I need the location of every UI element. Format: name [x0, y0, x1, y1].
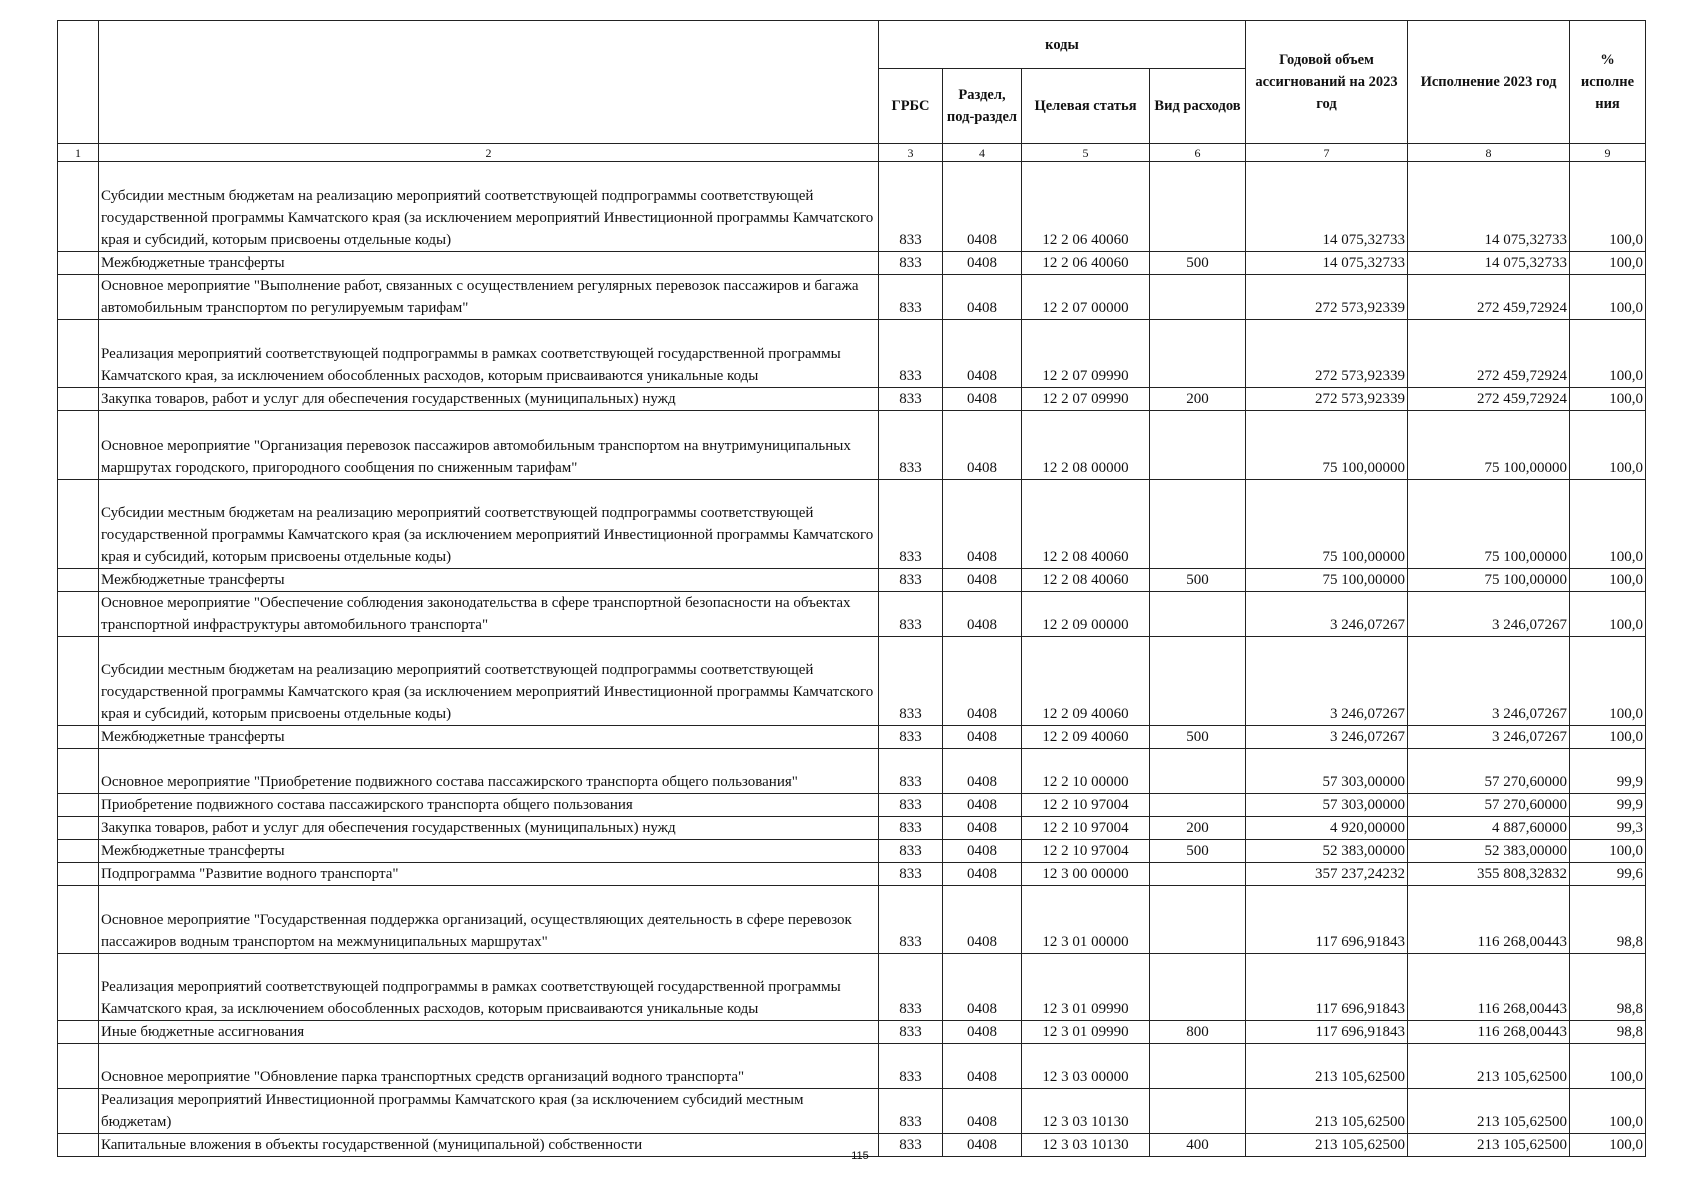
row-grbs: 833	[879, 411, 943, 480]
header-grbs: ГРБС	[879, 69, 943, 144]
row-grbs: 833	[879, 252, 943, 275]
row-grbs: 833	[879, 320, 943, 388]
row-annual: 14 075,32733	[1246, 252, 1408, 275]
row-number	[58, 637, 99, 726]
row-percent: 100,0	[1570, 162, 1646, 252]
row-execution: 14 075,32733	[1408, 162, 1570, 252]
table-row	[58, 162, 1646, 252]
col-number: 2	[99, 144, 879, 162]
row-execution: 3 246,07267	[1408, 637, 1570, 726]
row-razdel: 0408	[943, 275, 1022, 320]
col-number: 4	[943, 144, 1022, 162]
row-target: 12 3 01 00000	[1022, 886, 1150, 954]
header-blank-1	[58, 21, 99, 144]
row-razdel: 0408	[943, 637, 1022, 726]
row-target: 12 3 00 00000	[1022, 863, 1150, 886]
row-name: Субсидии местным бюджетам на реализацию мероприятий соответствующей подпрограммы соответствующей государственной программы Камчатского края (за исключением мероприятий Инвестиционной программы Камчатского края и субсидий, которым присвоены отдельные коды)	[99, 162, 879, 252]
row-number	[58, 749, 99, 794]
row-annual: 3 246,07267	[1246, 637, 1408, 726]
row-number	[58, 863, 99, 886]
table-row	[58, 794, 1646, 817]
row-execution: 75 100,00000	[1408, 569, 1570, 592]
col-number: 5	[1022, 144, 1150, 162]
row-number	[58, 320, 99, 388]
row-target: 12 2 07 00000	[1022, 275, 1150, 320]
row-annual: 57 303,00000	[1246, 749, 1408, 794]
row-name: Основное мероприятие "Организация перевозок пассажиров автомобильным транспортом на внутримуниципальных маршрутах городского, пригородного сообщения по сниженным тарифам"	[99, 411, 879, 480]
row-target: 12 2 09 40060	[1022, 637, 1150, 726]
header-execution: Исполнение 2023 год	[1408, 21, 1570, 144]
row-target: 12 2 08 00000	[1022, 411, 1150, 480]
table-row	[58, 840, 1646, 863]
row-razdel: 0408	[943, 320, 1022, 388]
row-execution: 57 270,60000	[1408, 794, 1570, 817]
table-row	[58, 817, 1646, 840]
row-razdel: 0408	[943, 411, 1022, 480]
row-grbs: 833	[879, 1089, 943, 1134]
row-vid	[1150, 320, 1246, 388]
row-annual: 75 100,00000	[1246, 411, 1408, 480]
row-grbs: 833	[879, 1044, 943, 1089]
table-row	[58, 863, 1646, 886]
row-number	[58, 954, 99, 1021]
row-execution: 116 268,00443	[1408, 954, 1570, 1021]
row-annual: 117 696,91843	[1246, 954, 1408, 1021]
row-vid: 200	[1150, 817, 1246, 840]
row-target: 12 2 10 97004	[1022, 840, 1150, 863]
row-name: Субсидии местным бюджетам на реализацию мероприятий соответствующей подпрограммы соответствующей государственной программы Камчатского края (за исключением мероприятий Инвестиционной программы Камчатского края и субсидий, которым присвоены отдельные коды)	[99, 637, 879, 726]
row-target: 12 3 03 10130	[1022, 1089, 1150, 1134]
header-annual: Годовой объем ассигнований на 2023 год	[1246, 21, 1408, 144]
row-execution: 213 105,62500	[1408, 1044, 1570, 1089]
row-annual: 57 303,00000	[1246, 794, 1408, 817]
row-execution: 272 459,72924	[1408, 320, 1570, 388]
row-name: Межбюджетные трансферты	[99, 840, 879, 863]
col-number: 6	[1150, 144, 1246, 162]
row-razdel: 0408	[943, 1089, 1022, 1134]
row-number	[58, 726, 99, 749]
table-row	[58, 252, 1646, 275]
row-percent: 99,3	[1570, 817, 1646, 840]
row-number	[58, 569, 99, 592]
row-number	[58, 1021, 99, 1044]
row-name: Подпрограмма "Развитие водного транспорта"	[99, 863, 879, 886]
row-execution: 52 383,00000	[1408, 840, 1570, 863]
row-execution: 213 105,62500	[1408, 1089, 1570, 1134]
column-number-row	[58, 144, 1646, 162]
header-target: Целевая статья	[1022, 69, 1150, 144]
row-annual: 213 105,62500	[1246, 1134, 1408, 1157]
row-grbs: 833	[879, 817, 943, 840]
row-vid	[1150, 749, 1246, 794]
row-execution: 14 075,32733	[1408, 252, 1570, 275]
row-number	[58, 840, 99, 863]
row-target: 12 2 07 09990	[1022, 388, 1150, 411]
page-number: 115	[851, 1150, 869, 1162]
row-razdel: 0408	[943, 1134, 1022, 1157]
table-row	[58, 320, 1646, 388]
row-annual: 4 920,00000	[1246, 817, 1408, 840]
row-vid	[1150, 480, 1246, 569]
row-razdel: 0408	[943, 480, 1022, 569]
row-name: Капитальные вложения в объекты государственной (муниципальной) собственности	[99, 1134, 879, 1157]
row-razdel: 0408	[943, 886, 1022, 954]
row-target: 12 2 08 40060	[1022, 480, 1150, 569]
row-annual: 75 100,00000	[1246, 480, 1408, 569]
row-annual: 3 246,07267	[1246, 726, 1408, 749]
row-grbs: 833	[879, 480, 943, 569]
row-grbs: 833	[879, 592, 943, 637]
row-vid	[1150, 637, 1246, 726]
row-vid	[1150, 275, 1246, 320]
row-percent: 100,0	[1570, 480, 1646, 569]
header-percent: % исполне ния	[1570, 21, 1646, 144]
row-grbs: 833	[879, 1021, 943, 1044]
row-razdel: 0408	[943, 252, 1022, 275]
row-target: 12 2 07 09990	[1022, 320, 1150, 388]
table-row	[58, 388, 1646, 411]
row-percent: 100,0	[1570, 1044, 1646, 1089]
row-execution: 57 270,60000	[1408, 749, 1570, 794]
row-target: 12 3 01 09990	[1022, 954, 1150, 1021]
row-target: 12 3 01 09990	[1022, 1021, 1150, 1044]
header-blank-2	[99, 21, 879, 144]
col-number: 8	[1408, 144, 1570, 162]
row-vid: 500	[1150, 726, 1246, 749]
row-number	[58, 480, 99, 569]
row-number	[58, 1089, 99, 1134]
row-annual: 272 573,92339	[1246, 320, 1408, 388]
row-execution: 3 246,07267	[1408, 592, 1570, 637]
row-grbs: 833	[879, 726, 943, 749]
row-annual: 213 105,62500	[1246, 1089, 1408, 1134]
row-name: Основное мероприятие "Государственная поддержка организаций, осуществляющих деятельность в сфере перевозок пассажиров водным транспортом на межмуниципальных маршрутах"	[99, 886, 879, 954]
row-name: Основное мероприятие "Приобретение подвижного состава пассажирского транспорта общего пользования"	[99, 749, 879, 794]
row-percent: 99,6	[1570, 863, 1646, 886]
table-row	[58, 1044, 1646, 1089]
row-number	[58, 592, 99, 637]
row-name: Приобретение подвижного состава пассажирского транспорта общего пользования	[99, 794, 879, 817]
row-razdel: 0408	[943, 794, 1022, 817]
row-razdel: 0408	[943, 162, 1022, 252]
row-percent: 100,0	[1570, 388, 1646, 411]
row-execution: 213 105,62500	[1408, 1134, 1570, 1157]
row-vid: 500	[1150, 569, 1246, 592]
table-row	[58, 275, 1646, 320]
row-target: 12 2 10 97004	[1022, 794, 1150, 817]
row-target: 12 2 09 40060	[1022, 726, 1150, 749]
row-grbs: 833	[879, 388, 943, 411]
row-vid: 500	[1150, 840, 1246, 863]
row-vid	[1150, 411, 1246, 480]
row-annual: 272 573,92339	[1246, 388, 1408, 411]
row-razdel: 0408	[943, 817, 1022, 840]
row-execution: 4 887,60000	[1408, 817, 1570, 840]
row-razdel: 0408	[943, 1044, 1022, 1089]
row-name: Закупка товаров, работ и услуг для обеспечения государственных (муниципальных) нужд	[99, 388, 879, 411]
table-row	[58, 480, 1646, 569]
row-grbs: 833	[879, 863, 943, 886]
row-percent: 100,0	[1570, 1089, 1646, 1134]
row-grbs: 833	[879, 840, 943, 863]
col-number: 7	[1246, 144, 1408, 162]
row-execution: 116 268,00443	[1408, 1021, 1570, 1044]
row-annual: 213 105,62500	[1246, 1044, 1408, 1089]
row-grbs: 833	[879, 275, 943, 320]
row-vid: 800	[1150, 1021, 1246, 1044]
row-vid	[1150, 886, 1246, 954]
row-vid	[1150, 162, 1246, 252]
row-percent: 100,0	[1570, 320, 1646, 388]
row-number	[58, 817, 99, 840]
row-name: Основное мероприятие "Выполнение работ, связанных с осуществлением регулярных перевозок пассажиров и багажа автомобильным транспортом по регулируемым тарифам"	[99, 275, 879, 320]
row-name: Реализация мероприятий соответствующей подпрограммы в рамках соответствующей государственной программы Камчатского края, за исключением обособленных расходов, которым присваиваются уникальные коды	[99, 320, 879, 388]
row-grbs: 833	[879, 886, 943, 954]
row-number	[58, 1044, 99, 1089]
row-razdel: 0408	[943, 840, 1022, 863]
row-execution: 75 100,00000	[1408, 411, 1570, 480]
row-vid	[1150, 863, 1246, 886]
row-grbs: 833	[879, 637, 943, 726]
row-annual: 14 075,32733	[1246, 162, 1408, 252]
row-razdel: 0408	[943, 569, 1022, 592]
row-target: 12 2 10 00000	[1022, 749, 1150, 794]
row-razdel: 0408	[943, 388, 1022, 411]
row-execution: 3 246,07267	[1408, 726, 1570, 749]
row-percent: 99,9	[1570, 794, 1646, 817]
row-number	[58, 162, 99, 252]
row-vid: 500	[1150, 252, 1246, 275]
row-target: 12 2 09 00000	[1022, 592, 1150, 637]
row-name: Межбюджетные трансферты	[99, 726, 879, 749]
row-annual: 117 696,91843	[1246, 1021, 1408, 1044]
row-percent: 100,0	[1570, 637, 1646, 726]
row-name: Реализация мероприятий Инвестиционной программы Камчатского края (за исключением субсидий местным бюджетам)	[99, 1089, 879, 1134]
table-row	[58, 1089, 1646, 1134]
row-vid: 200	[1150, 388, 1246, 411]
row-vid	[1150, 954, 1246, 1021]
row-execution: 355 808,32832	[1408, 863, 1570, 886]
table-row	[58, 411, 1646, 480]
row-percent: 100,0	[1570, 411, 1646, 480]
row-razdel: 0408	[943, 1021, 1022, 1044]
row-number	[58, 388, 99, 411]
row-percent: 100,0	[1570, 252, 1646, 275]
row-execution: 116 268,00443	[1408, 886, 1570, 954]
header-razdel: Раздел, под-раздел	[943, 69, 1022, 144]
row-vid	[1150, 794, 1246, 817]
table-row	[58, 637, 1646, 726]
row-target: 12 2 08 40060	[1022, 569, 1150, 592]
row-execution: 75 100,00000	[1408, 480, 1570, 569]
row-grbs: 833	[879, 794, 943, 817]
row-annual: 3 246,07267	[1246, 592, 1408, 637]
row-target: 12 2 10 97004	[1022, 817, 1150, 840]
row-number	[58, 794, 99, 817]
row-percent: 99,9	[1570, 749, 1646, 794]
col-number: 9	[1570, 144, 1646, 162]
row-name: Субсидии местным бюджетам на реализацию мероприятий соответствующей подпрограммы соответствующей государственной программы Камчатского края (за исключением мероприятий Инвестиционной программы Камчатского края и субсидий, которым присвоены отдельные коды)	[99, 480, 879, 569]
row-name: Реализация мероприятий соответствующей подпрограммы в рамках соответствующей государственной программы Камчатского края, за исключением обособленных расходов, которым присваиваются уникальные коды	[99, 954, 879, 1021]
col-number: 3	[879, 144, 943, 162]
row-name: Основное мероприятие "Обеспечение соблюдения законодательства в сфере транспортной безопасности на объектах транспортной инфраструктуры автомобильного транспорта"	[99, 592, 879, 637]
budget-execution-table	[57, 20, 1646, 1157]
header-codes: коды	[879, 21, 1246, 69]
row-vid	[1150, 1089, 1246, 1134]
row-percent: 98,8	[1570, 954, 1646, 1021]
row-percent: 100,0	[1570, 592, 1646, 637]
row-name: Закупка товаров, работ и услуг для обеспечения государственных (муниципальных) нужд	[99, 817, 879, 840]
row-annual: 272 573,92339	[1246, 275, 1408, 320]
row-number	[58, 252, 99, 275]
row-vid	[1150, 592, 1246, 637]
table-row	[58, 954, 1646, 1021]
row-percent: 100,0	[1570, 1134, 1646, 1157]
row-execution: 272 459,72924	[1408, 388, 1570, 411]
row-number	[58, 411, 99, 480]
table-row	[58, 592, 1646, 637]
row-target: 12 2 06 40060	[1022, 162, 1150, 252]
col-number: 1	[58, 144, 99, 162]
table-row	[58, 726, 1646, 749]
row-target: 12 3 03 00000	[1022, 1044, 1150, 1089]
row-target: 12 2 06 40060	[1022, 252, 1150, 275]
table-row	[58, 749, 1646, 794]
row-percent: 98,8	[1570, 886, 1646, 954]
row-percent: 100,0	[1570, 275, 1646, 320]
row-grbs: 833	[879, 162, 943, 252]
header-vid: Вид расходов	[1150, 69, 1246, 144]
row-number	[58, 275, 99, 320]
row-grbs: 833	[879, 749, 943, 794]
row-name: Основное мероприятие "Обновление парка транспортных средств организаций водного транспорта"	[99, 1044, 879, 1089]
row-percent: 100,0	[1570, 840, 1646, 863]
row-target: 12 3 03 10130	[1022, 1134, 1150, 1157]
row-razdel: 0408	[943, 592, 1022, 637]
row-grbs: 833	[879, 954, 943, 1021]
row-vid: 400	[1150, 1134, 1246, 1157]
row-annual: 357 237,24232	[1246, 863, 1408, 886]
row-percent: 100,0	[1570, 569, 1646, 592]
row-percent: 98,8	[1570, 1021, 1646, 1044]
row-name: Иные бюджетные ассигнования	[99, 1021, 879, 1044]
row-razdel: 0408	[943, 749, 1022, 794]
row-number	[58, 886, 99, 954]
row-razdel: 0408	[943, 863, 1022, 886]
row-razdel: 0408	[943, 726, 1022, 749]
row-vid	[1150, 1044, 1246, 1089]
row-name: Межбюджетные трансферты	[99, 569, 879, 592]
table-row	[58, 569, 1646, 592]
row-annual: 52 383,00000	[1246, 840, 1408, 863]
table-row	[58, 886, 1646, 954]
row-execution: 272 459,72924	[1408, 275, 1570, 320]
row-razdel: 0408	[943, 954, 1022, 1021]
row-annual: 75 100,00000	[1246, 569, 1408, 592]
table-row	[58, 1021, 1646, 1044]
row-grbs: 833	[879, 569, 943, 592]
row-name: Межбюджетные трансферты	[99, 252, 879, 275]
row-grbs: 833	[879, 1134, 943, 1157]
row-annual: 117 696,91843	[1246, 886, 1408, 954]
row-percent: 100,0	[1570, 726, 1646, 749]
